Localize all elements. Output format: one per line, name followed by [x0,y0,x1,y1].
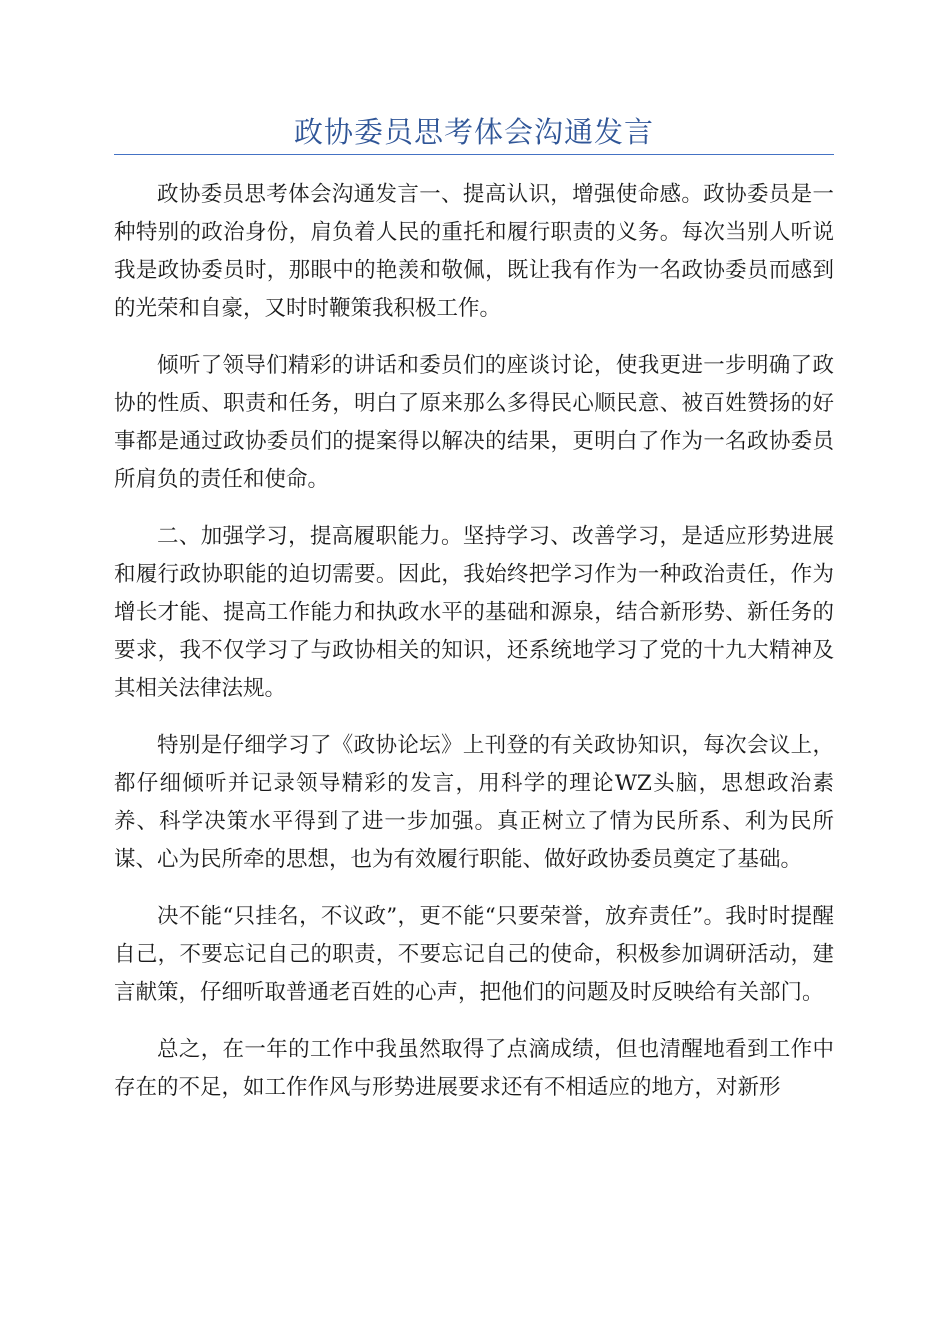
paragraph-3: 二、加强学习，提高履职能力。坚持学习、改善学习，是适应形势进展和履行政协职能的迫切需要。因此，我始终把学习作为一种政治责任，作为增长才能、提高工作能力和执政水平的基础和源泉，结合新形势、新任务的要求，我不仅学习了与政协相关的知识，还系统地学习了党的十九大精神及其相关法律法规。 [114,524,834,701]
paragraph-4: 特别是仔细学习了《政协论坛》上刊登的有关政协知识，每次会议上，都仔细倾听并记录领导精彩的发言，用科学的理论WZ头脑，思想政治素养、科学决策水平得到了进一步加强。真正树立了情为民所系、利为民所谋、心为民所牵的思想，也为有效履行职能、做好政协委员奠定了基础。 [114,733,834,872]
paragraph-5: 决不能“只挂名，不议政”，更不能“只要荣誉，放弃责任”。我时时提醒自己，不要忘记自己的职责，不要忘记自己的使命，积极参加调研活动，建言献策，仔细听取普通老百姓的心声，把他们的问题及时反映给有关部门。 [114,904,834,1005]
paragraph-2: 倾听了领导们精彩的讲话和委员们的座谈讨论，使我更进一步明确了政协的性质、职责和任务，明白了原来那么多得民心顺民意、被百姓赞扬的好事都是通过政协委员们的提案得以解决的结果，更明白了作为一名政协委员所肩负的责任和使命。 [114,353,834,492]
title-underline [114,154,834,155]
document-body [114,176,834,1107]
paragraph-6: 总之，在一年的工作中我虽然取得了点滴成绩，但也清醒地看到工作中存在的不足，如工作作风与形势进展要求还有不相适应的地方，对新形 [114,1037,834,1100]
paragraph-1: 政协委员思考体会沟通发言一、提高认识，增强使命感。政协委员是一种特别的政治身份，肩负着人民的重托和履行职责的义务。每次当别人听说我是政协委员时，那眼中的艳羡和敬佩，既让我有作为一名政协委员而感到的光荣和自豪，又时时鞭策我积极工作。 [114,182,834,321]
document-title: 政协委员思考体会沟通发言 [293,115,654,149]
